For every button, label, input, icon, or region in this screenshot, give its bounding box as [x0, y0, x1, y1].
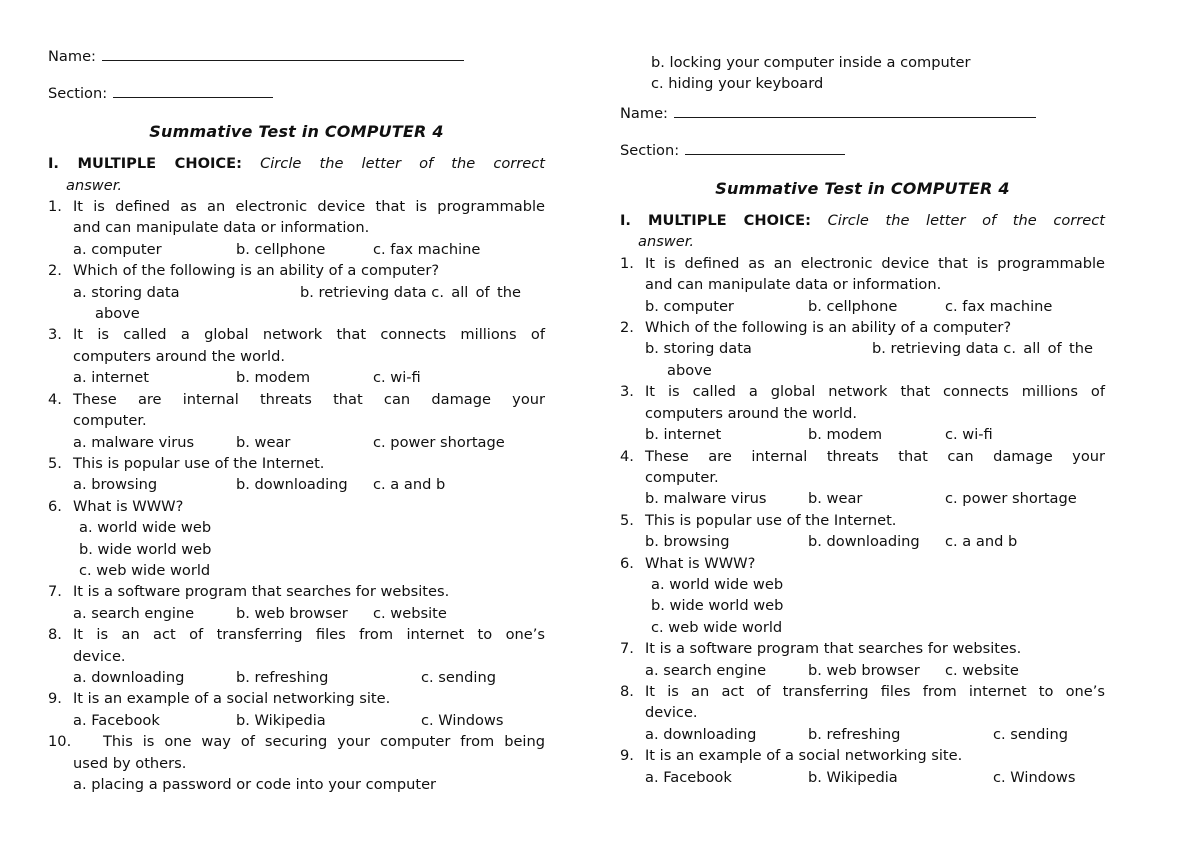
question-text-line: and can manipulate data or information. [73, 219, 370, 237]
option: b. cellphone [808, 297, 898, 315]
question-body [73, 688, 545, 731]
question [620, 253, 1105, 317]
question-body [73, 581, 545, 624]
question-body [645, 381, 1105, 445]
option: c. web wide world [651, 618, 783, 636]
option: c. website [373, 604, 447, 622]
question [48, 496, 545, 582]
question-text-line: computer. [645, 468, 719, 486]
options-row [73, 774, 545, 795]
option: b. wide world web [79, 540, 212, 558]
option: a. search engine [645, 661, 767, 679]
question-text-line: used by others. [73, 754, 187, 772]
option: c. a and b [945, 533, 1018, 551]
column-right [620, 0, 1105, 788]
question [620, 381, 1105, 445]
option: a. browsing [73, 476, 158, 494]
instruction [48, 153, 545, 196]
section-field-label: Section: [48, 85, 108, 103]
question-body [73, 731, 545, 795]
option: b. refreshing [236, 668, 329, 686]
continuation-option: b. locking your computer inside a computer [651, 54, 971, 71]
question-text-line: Which of the following is an ability of a computer? [645, 319, 1012, 337]
question-number: 6. [620, 554, 634, 572]
question [620, 510, 1105, 553]
name-field [620, 103, 1105, 124]
instruction-text: answer. [66, 176, 123, 194]
name-field-label: Name: [48, 48, 96, 65]
option: b. Wikipedia [236, 711, 326, 729]
question-body [73, 324, 545, 388]
question-body [73, 260, 545, 324]
question-number: 5. [48, 454, 62, 472]
option: b. retrieving data c. all of the [872, 340, 1093, 358]
question-text-line: This is one way of securing your computer from being [103, 733, 545, 751]
question-number: 7. [620, 640, 634, 658]
question-text-line: computers around the world. [645, 404, 857, 422]
question-body [645, 253, 1105, 317]
options-row [73, 603, 545, 624]
question [48, 453, 545, 496]
question-body [645, 745, 1105, 788]
option: c. wi-fi [945, 426, 993, 444]
option: b. wear [808, 490, 863, 508]
option: c. fax machine [373, 240, 481, 258]
question [620, 553, 1105, 639]
options-row [73, 282, 545, 303]
continuation-option: c. hiding your keyboard [651, 75, 824, 93]
option: b. web browser [808, 661, 920, 679]
option: c. Windows [993, 768, 1076, 786]
option: c. sending [421, 668, 496, 686]
question-number: 9. [620, 747, 634, 765]
option: b. modem [236, 369, 311, 387]
option: c. wi-fi [373, 369, 421, 387]
option: a. downloading [73, 668, 185, 686]
section-field-line [113, 84, 273, 98]
question-text-line: and can manipulate data or information. [645, 276, 942, 294]
option: b. computer [645, 297, 734, 315]
option: b. cellphone [236, 240, 326, 258]
questions [48, 196, 545, 795]
question-number: 1. [48, 198, 62, 216]
options-row [645, 767, 1105, 788]
name-field-line [102, 47, 464, 61]
instruction-line [620, 231, 1105, 252]
question-number: 4. [48, 390, 62, 408]
question-body [645, 317, 1105, 381]
option: b. downloading [236, 476, 348, 494]
option: c. sending [993, 725, 1068, 743]
question [48, 324, 545, 388]
option: c. fax machine [945, 297, 1053, 315]
option: c. Windows [421, 711, 504, 729]
option: c. power shortage [945, 490, 1077, 508]
option: a. internet [73, 369, 149, 387]
question-body [645, 510, 1105, 553]
question-number: 10. [48, 733, 72, 751]
options-row [73, 239, 545, 260]
question [620, 681, 1105, 745]
section-field-line [685, 141, 845, 155]
name-field-line [674, 104, 1036, 118]
question-number: 4. [620, 447, 634, 465]
question [620, 745, 1105, 788]
option: c. power shortage [373, 433, 505, 451]
option: b. retrieving data c. all of the [300, 283, 521, 301]
question-body [645, 553, 1105, 639]
question [620, 638, 1105, 681]
question-text-line: computer. [73, 412, 147, 430]
question-text-line: This is popular use of the Internet. [645, 511, 897, 529]
question-text-line: It is called a global network that connects millions of [645, 383, 1105, 401]
name-field-label: Name: [620, 104, 668, 122]
instruction-line [48, 153, 545, 174]
question [620, 317, 1105, 381]
question-body [645, 638, 1105, 681]
question-number: 2. [48, 262, 62, 280]
question-text-line: It is an example of a social networking site. [645, 747, 963, 765]
question [48, 260, 545, 324]
instruction-text: Circle the letter of the correct [260, 155, 545, 173]
option: a. computer [73, 240, 162, 258]
question-text-line: Which of the following is an ability of a computer? [73, 262, 440, 280]
question-number: 3. [48, 326, 62, 344]
options-row [645, 724, 1105, 745]
question-body [645, 681, 1105, 745]
question-number: 6. [48, 497, 62, 515]
option: a. world wide web [651, 575, 784, 593]
question-number: 7. [48, 583, 62, 601]
options-row [645, 424, 1105, 445]
question-text-line: It is an example of a social networking site. [73, 690, 391, 708]
test-title: Summative Test in COMPUTER 4 [715, 178, 1010, 198]
question [48, 196, 545, 260]
question-text-line: It is defined as an electronic device that is programmable [645, 254, 1105, 272]
question-text-line: What is WWW? [73, 497, 184, 515]
question-text-line: It is called a global network that connects millions of [73, 326, 545, 344]
option: b. wear [236, 433, 291, 451]
column-left [48, 0, 545, 795]
option: a. storing data [73, 283, 180, 301]
question-text-line: It is a software program that searches for websites. [73, 583, 450, 601]
option: a. Facebook [645, 768, 732, 786]
option-continuation: above [667, 361, 712, 379]
options-row [73, 667, 545, 688]
question-text-line: It is an act of transferring files from internet to one’s [645, 682, 1105, 700]
question-text-line: computers around the world. [73, 347, 285, 365]
question-number: 5. [620, 511, 634, 529]
options-row [73, 710, 545, 731]
option: c. a and b [373, 476, 446, 494]
option: b. storing data [645, 340, 752, 358]
options-row [645, 531, 1105, 552]
options-row [645, 660, 1105, 681]
option: a. search engine [73, 604, 195, 622]
option: b. downloading [808, 533, 920, 551]
instruction-text: answer. [638, 233, 695, 251]
option: b. internet [645, 426, 722, 444]
option: c. website [945, 661, 1019, 679]
instruction-line [48, 175, 545, 196]
options-row [645, 488, 1105, 509]
section-field [48, 83, 545, 104]
options-row [645, 338, 1105, 359]
option: b. wide world web [651, 597, 784, 615]
option: a. downloading [645, 725, 757, 743]
instruction-heading: I. MULTIPLE CHOICE: [620, 212, 811, 230]
option: a. placing a password or code into your computer [73, 776, 437, 793]
question [48, 581, 545, 624]
option: b. web browser [236, 604, 348, 622]
questions [620, 253, 1105, 788]
question [48, 688, 545, 731]
options-row [73, 432, 545, 453]
option: a. Facebook [73, 711, 160, 729]
question-text-line: These are internal threats that can damage your [73, 390, 545, 408]
option: b. modem [808, 426, 883, 444]
instruction [620, 210, 1105, 253]
question-number: 9. [48, 690, 62, 708]
question-number: 1. [620, 254, 634, 272]
instruction-line [620, 210, 1105, 231]
question [48, 731, 545, 795]
option: b. Wikipedia [808, 768, 898, 786]
instruction-heading: I. MULTIPLE CHOICE: [48, 155, 242, 173]
question-text-line: device. [73, 647, 126, 665]
question-body [73, 196, 545, 260]
question-body [645, 446, 1105, 510]
test-title: Summative Test in COMPUTER 4 [149, 121, 444, 141]
option: a. world wide web [79, 519, 212, 537]
question-body [73, 453, 545, 496]
section-field [620, 140, 1105, 161]
question [48, 389, 545, 453]
question-text-line: It is an act of transferring files from internet to one’s [73, 626, 545, 644]
question-text-line: What is WWW? [645, 554, 756, 572]
question-body [73, 389, 545, 453]
question-number: 3. [620, 383, 634, 401]
question-text-line: It is a software program that searches for websites. [645, 640, 1022, 658]
question-text-line: It is defined as an electronic device that is programmable [73, 198, 545, 216]
option: b. browsing [645, 533, 730, 551]
question-body [73, 624, 545, 688]
option-continuation: above [95, 305, 140, 323]
question-text-line: These are internal threats that can damage your [645, 447, 1105, 465]
question-number: 8. [48, 626, 62, 644]
question-text-line: This is popular use of the Internet. [73, 454, 325, 472]
continuation-options [620, 52, 1105, 95]
question [48, 624, 545, 688]
options-row [73, 474, 545, 495]
question [620, 446, 1105, 510]
question-number: 2. [620, 319, 634, 337]
question-body [73, 496, 545, 582]
option: c. web wide world [79, 561, 211, 579]
option: b. refreshing [808, 725, 901, 743]
name-field [48, 46, 545, 67]
option: a. malware virus [73, 433, 195, 451]
instruction-text: Circle the letter of the correct [827, 212, 1105, 230]
option: b. malware virus [645, 490, 767, 508]
question-number: 8. [620, 682, 634, 700]
options-row [73, 367, 545, 388]
section-field-label: Section: [620, 142, 680, 160]
question-text-line: device. [645, 704, 698, 722]
options-row [645, 296, 1105, 317]
